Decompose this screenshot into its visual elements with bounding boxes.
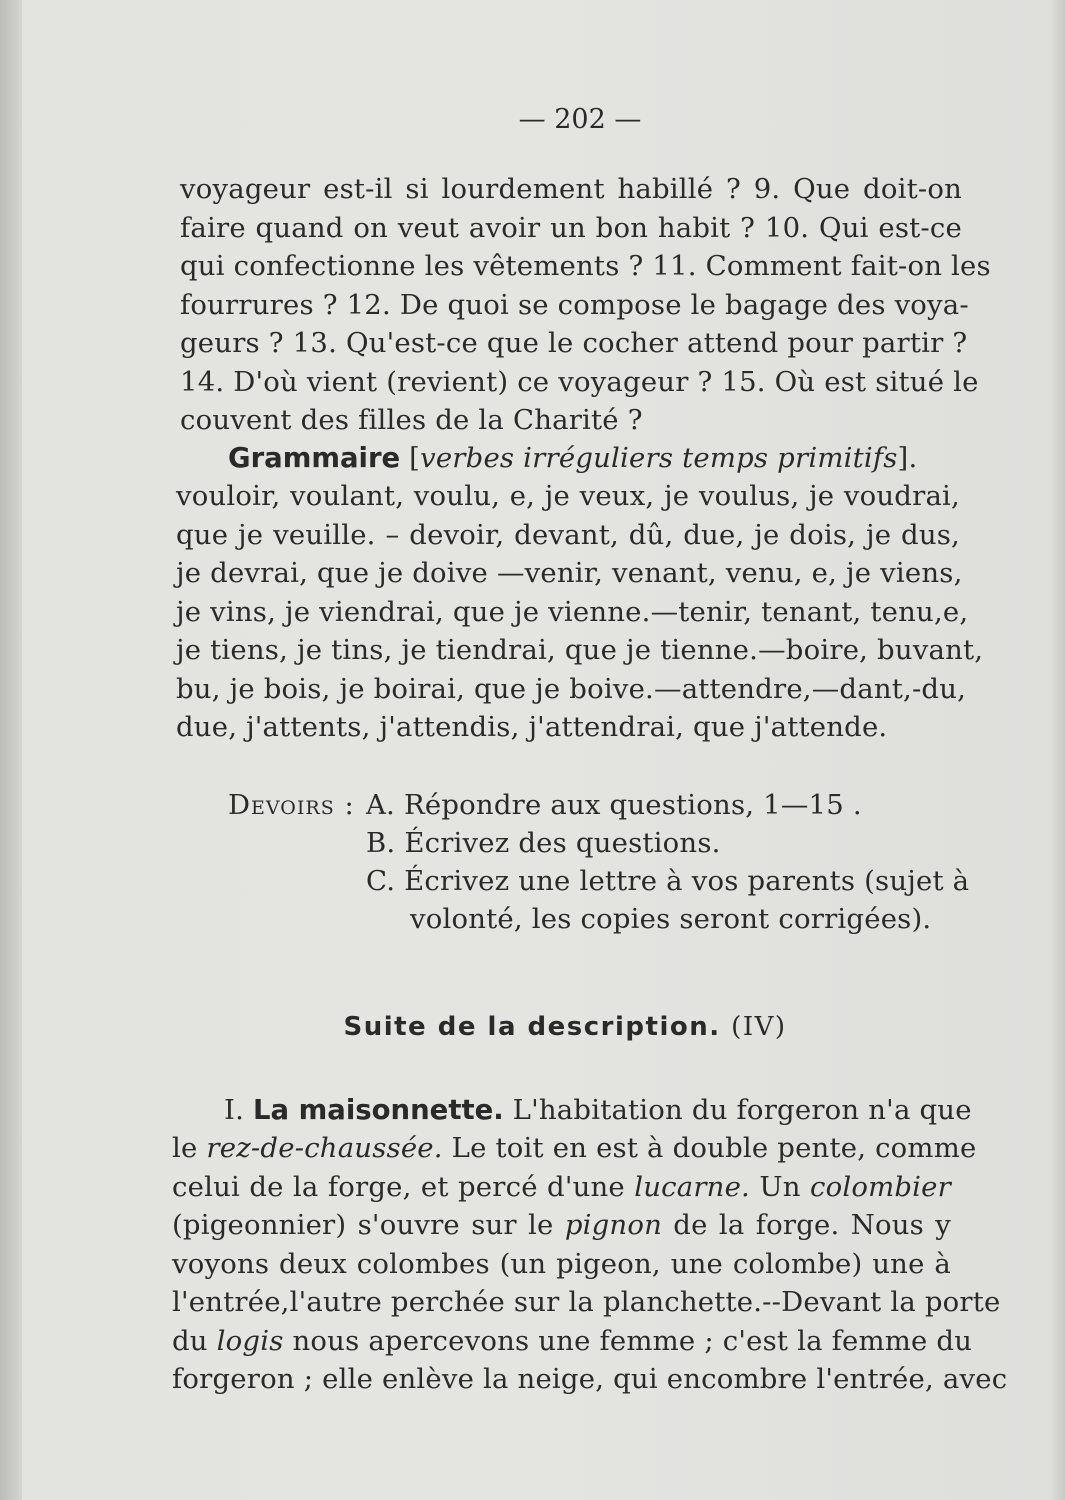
page-number: — 202 — bbox=[518, 104, 642, 135]
devoirs-text: Écrivez des questions. bbox=[404, 827, 721, 859]
devoirs-letter: B. bbox=[366, 827, 396, 859]
paragraph-first-line bbox=[224, 1091, 972, 1130]
text-line: du logis nous apercevons une femme ; c'est la femme du bbox=[172, 1324, 973, 1357]
section-number: (IV) bbox=[731, 1012, 787, 1042]
paragraph-title: La maisonnette. bbox=[252, 1094, 504, 1126]
text-line: due, j'attents, j'attendis, j'attendrai, que j'attende. bbox=[176, 711, 888, 743]
devoirs-item-a bbox=[366, 786, 866, 825]
text-line: geurs ? 13. Qu'est-ce que le cocher attend pour partir ? bbox=[180, 327, 968, 359]
text-line: l'entrée,l'autre perchée sur la planchette.--Devant la porte bbox=[172, 1286, 1001, 1318]
text-line: 14. D'où vient (revient) ce voyageur ? 15. Où est situé le bbox=[180, 365, 979, 398]
devoirs-text: Écrivez une lettre à vos parents (sujet à bbox=[404, 865, 970, 897]
text-line: fourrures ? 12. De quoi se compose le bagage des voya- bbox=[180, 288, 969, 321]
section-heading bbox=[0, 1012, 1065, 1042]
questions-block bbox=[180, 170, 991, 401]
paragraph-number: I. bbox=[224, 1094, 245, 1126]
section-title: Suite de la description. bbox=[343, 1012, 721, 1042]
text-line: celui de la forge, et percé d'une lucarne. Un colombier bbox=[172, 1170, 951, 1203]
devoirs-text: Répondre aux questions, 1—15 . bbox=[403, 789, 862, 821]
devoirs-item-c bbox=[366, 862, 970, 901]
grammaire-heading bbox=[228, 439, 968, 478]
text-line: voyageur est-il si lourdement habillé ? 9. Que doit-on bbox=[180, 173, 962, 205]
text-line: (pigeonnier) s'ouvre sur le pignon de la forge. Nous y bbox=[172, 1209, 951, 1241]
paragraph-text: L'habitation du forgeron n'a que bbox=[512, 1094, 972, 1126]
page-gutter-shadow bbox=[0, 0, 22, 1500]
paragraph-body bbox=[172, 1129, 1008, 1399]
questions-block-end bbox=[180, 401, 962, 440]
text-line: voyons deux colombes (un pigeon, une colombe) une à bbox=[172, 1247, 951, 1280]
devoirs-label: Devoirs : bbox=[228, 789, 355, 821]
text-line: faire quand on veut avoir un bon habit ? 10. Qui est-ce bbox=[180, 211, 962, 244]
text-line: que je veuille. – devoir, devant, dû, due, je dois, je dus, bbox=[176, 518, 960, 551]
devoirs-continuation: volonté, les copies seront corrigées). bbox=[410, 903, 932, 935]
text-line: bu, je bois, je boirai, que je boive.—attendre,—dant,-du, bbox=[176, 672, 967, 705]
devoirs-letter: C. bbox=[366, 865, 396, 897]
text-line: le rez-de-chaussée. Le toit en est à double pente, comme bbox=[172, 1132, 977, 1164]
page-edge-shadow bbox=[1051, 0, 1065, 1500]
text-line: vouloir, voulant, voulu, e, je veux, je voulus, je voudrai, bbox=[176, 480, 960, 512]
grammaire-title: Grammaire bbox=[228, 442, 401, 474]
text-line: couvent des filles de la Charité ? bbox=[180, 404, 643, 436]
grammaire-body-end bbox=[176, 708, 960, 747]
grammaire-body bbox=[176, 477, 984, 708]
text-line: je vins, je viendrai, que je vienne.—tenir, tenant, tenu,e, bbox=[176, 595, 969, 628]
devoirs-item-b bbox=[366, 824, 866, 863]
devoirs-letter: A. bbox=[366, 789, 396, 821]
text-line: je tiens, je tins, je tiendrai, que je tienne.—boire, buvant, bbox=[176, 634, 984, 666]
text-line: forgeron ; elle enlève la neige, qui encombre l'entrée, avec bbox=[172, 1363, 1008, 1395]
text-line: je devrai, que je doive —venir, venant, venu, e, je viens, bbox=[176, 557, 963, 589]
grammaire-bracket: [verbes irréguliers temps primitifs]. bbox=[409, 442, 918, 474]
text-line: qui confectionne les vêtements ? 11. Comment fait-on les bbox=[180, 250, 991, 282]
